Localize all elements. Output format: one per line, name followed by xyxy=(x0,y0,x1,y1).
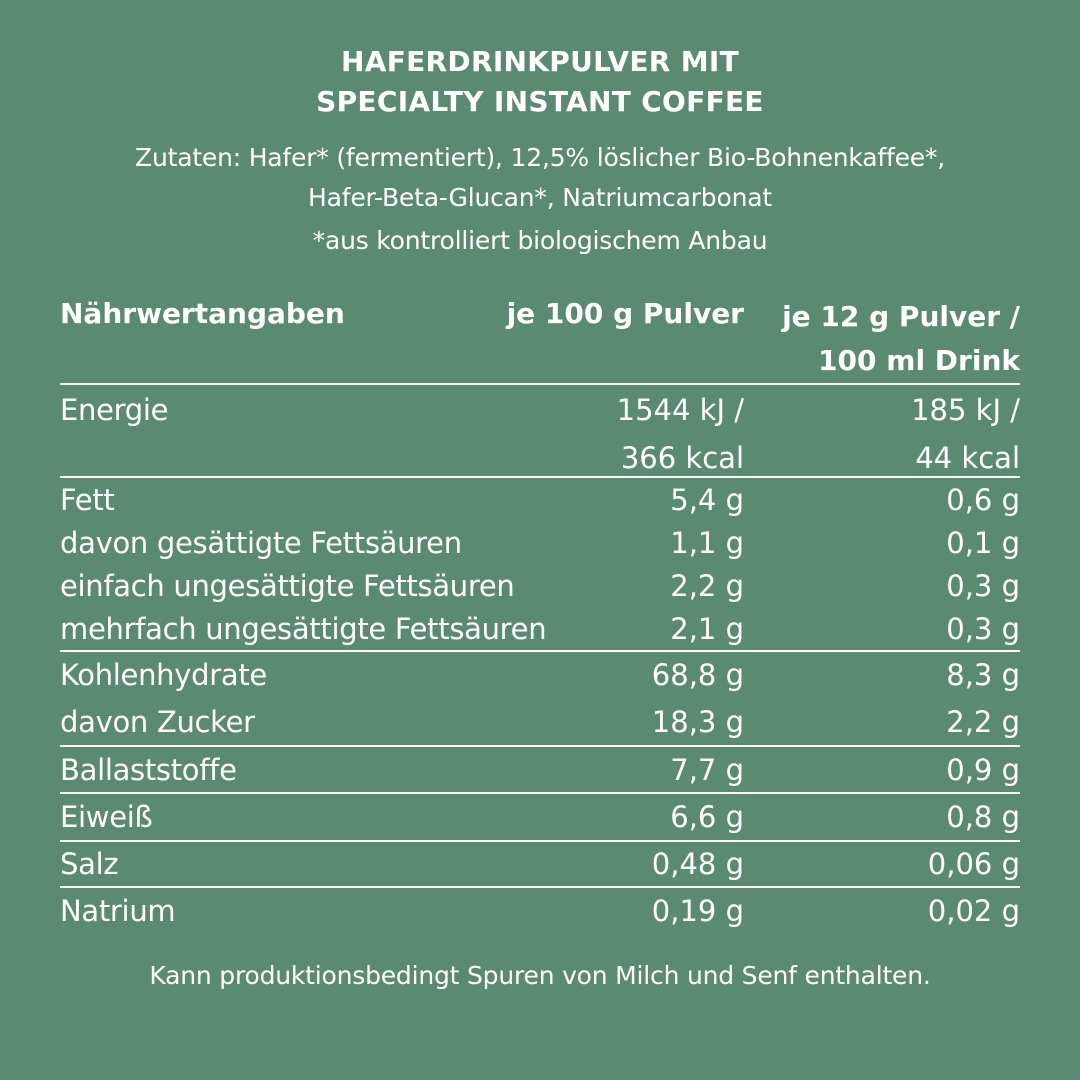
row-value-per-100g: 0,19 g xyxy=(651,894,744,928)
allergen-notice: Kann produktionsbedingt Spuren von Milch und Senf enthalten. xyxy=(149,961,931,990)
row-value-per-serving: 0,02 g xyxy=(927,894,1020,928)
row-value-per-serving-kcal: 44 kcal xyxy=(915,441,1020,475)
row-value-per-serving: 0,3 g xyxy=(946,612,1020,646)
row-label: Kohlenhydrate xyxy=(60,658,267,692)
row-label: mehrfach ungesättigte Fettsäuren xyxy=(60,612,547,646)
row-divider xyxy=(60,745,1020,747)
row-value-per-100g: 1544 kJ / xyxy=(616,393,744,427)
header-col-per-serving-line-2: 100 ml Drink xyxy=(818,344,1020,377)
header-divider xyxy=(60,383,1020,385)
row-value-per-serving: 0,6 g xyxy=(946,483,1020,517)
row-value-per-100g-kcal: 366 kcal xyxy=(620,441,744,475)
row-label: Eiweiß xyxy=(60,800,153,834)
header-col-per-serving-line-1: je 12 g Pulver / xyxy=(782,300,1020,333)
row-divider xyxy=(60,840,1020,842)
row-label: Energie xyxy=(60,393,169,427)
row-value-per-100g: 0,48 g xyxy=(651,847,744,881)
row-value-per-serving: 2,2 g xyxy=(946,705,1020,739)
row-value-per-serving: 185 kJ / xyxy=(911,393,1020,427)
row-value-per-serving: 0,3 g xyxy=(946,569,1020,603)
product-title-line-1: HAFERDRINKPULVER MIT xyxy=(341,45,739,78)
row-value-per-100g: 2,1 g xyxy=(670,612,744,646)
header-col-per-100g: je 100 g Pulver xyxy=(506,297,744,330)
ingredients-footnote: *aus kontrolliert biologischem Anbau xyxy=(312,226,768,255)
row-value-per-serving: 0,06 g xyxy=(927,847,1020,881)
row-value-per-serving: 0,1 g xyxy=(946,526,1020,560)
row-label: einfach ungesättigte Fettsäuren xyxy=(60,569,515,603)
ingredients-line-1: Zutaten: Hafer* (fermentiert), 12,5% löslicher Bio-Bohnenkaffee*, xyxy=(135,143,945,172)
row-divider xyxy=(60,886,1020,888)
row-label: Salz xyxy=(60,847,119,881)
header-label: Nährwertangaben xyxy=(60,297,345,330)
row-label: Ballaststoffe xyxy=(60,753,237,787)
row-value-per-serving: 8,3 g xyxy=(946,658,1020,692)
product-title-line-2: SPECIALTY INSTANT COFFEE xyxy=(316,85,764,118)
row-divider xyxy=(60,650,1020,652)
row-value-per-serving: 0,8 g xyxy=(946,800,1020,834)
row-value-per-100g: 2,2 g xyxy=(670,569,744,603)
row-value-per-100g: 6,6 g xyxy=(670,800,744,834)
row-value-per-100g: 7,7 g xyxy=(670,753,744,787)
row-divider xyxy=(60,476,1020,478)
row-divider xyxy=(60,792,1020,794)
row-label: Natrium xyxy=(60,894,176,928)
ingredients-line-2: Hafer-Beta-Glucan*, Natriumcarbonat xyxy=(308,183,772,212)
row-label: Fett xyxy=(60,483,115,517)
row-value-per-100g: 68,8 g xyxy=(651,658,744,692)
row-value-per-serving: 0,9 g xyxy=(946,753,1020,787)
row-label: davon Zucker xyxy=(60,705,255,739)
row-value-per-100g: 5,4 g xyxy=(670,483,744,517)
row-value-per-100g: 1,1 g xyxy=(670,526,744,560)
row-value-per-100g: 18,3 g xyxy=(651,705,744,739)
row-label: davon gesättigte Fettsäuren xyxy=(60,526,462,560)
